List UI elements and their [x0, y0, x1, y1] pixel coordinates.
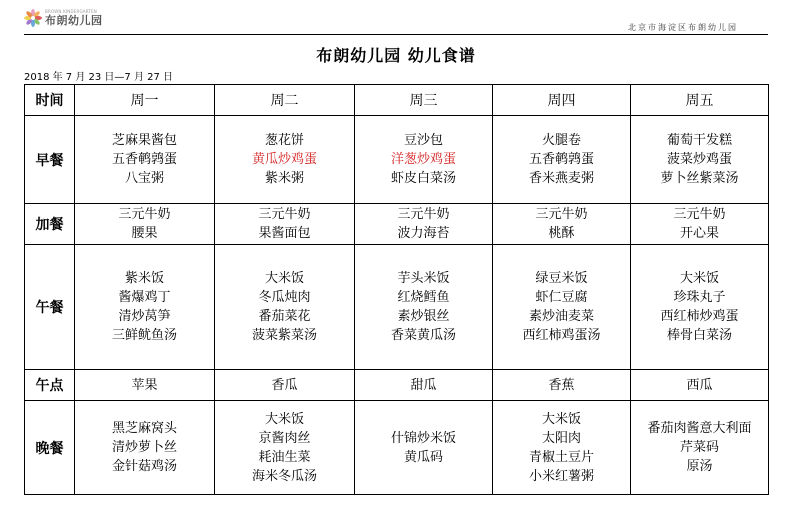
dish-item: 三元牛奶	[397, 207, 450, 222]
dish-item: 黄瓜炒鸡蛋	[251, 152, 317, 167]
meal-label: 加餐	[25, 204, 75, 245]
logo-subtitle: BROWN KINDERGARTEN	[45, 9, 97, 14]
dish-item: 西红柿炒鸡蛋	[660, 309, 739, 324]
dish-item: 西红柿鸡蛋汤	[522, 328, 601, 343]
dish-item: 大米饭	[264, 271, 304, 286]
dish-item: 香菜黄瓜汤	[390, 328, 456, 343]
dish-item: 紫米饭	[124, 271, 164, 286]
dish-item: 甜瓜	[410, 377, 437, 393]
dish-item: 绿豆米饭	[535, 271, 588, 286]
menu-cell	[75, 204, 215, 245]
dish-item: 清炒莴笋	[118, 309, 171, 324]
menu-cell	[631, 204, 769, 245]
dish-item: 香蕉	[548, 377, 575, 393]
menu-cell	[75, 245, 215, 370]
dish-item: 紫米粥	[264, 171, 304, 186]
meal-row	[25, 204, 769, 245]
dish-item: 海米冬瓜汤	[251, 468, 317, 484]
logo-name: 布朗幼儿园	[45, 14, 103, 27]
menu-cell	[215, 204, 355, 245]
dish-item: 八宝粥	[124, 171, 164, 186]
dish-item: 黑芝麻窝头	[111, 421, 177, 436]
menu-cell	[215, 401, 355, 495]
dish-item: 原汤	[686, 459, 713, 474]
dish-item: 大米饭	[679, 271, 719, 286]
dish-item: 大米饭	[541, 411, 581, 427]
menu-cell	[355, 370, 493, 401]
menu-table	[24, 84, 769, 495]
logo	[24, 8, 103, 28]
logo-flower-icon	[24, 9, 42, 27]
dish-item: 什锦炒米饭	[390, 430, 456, 446]
dish-item: 酱爆鸡丁	[118, 290, 171, 305]
menu-cell	[355, 245, 493, 370]
day-header: 周四	[493, 85, 631, 116]
meal-label: 晚餐	[25, 401, 75, 495]
menu-cell	[493, 370, 631, 401]
dish-item: 葡萄干发糕	[666, 133, 732, 148]
menu-cell	[215, 245, 355, 370]
dish-item: 芋头米饭	[397, 271, 450, 286]
menu-cell	[355, 116, 493, 204]
dish-item: 三元牛奶	[118, 207, 171, 222]
dish-item: 素炒油麦菜	[528, 309, 594, 324]
day-header: 周五	[631, 85, 769, 116]
meal-row	[25, 245, 769, 370]
dish-item: 冬瓜炖肉	[258, 290, 311, 305]
dish-item: 棒骨白菜汤	[666, 328, 732, 343]
dish-item: 菠菜炒鸡蛋	[666, 152, 732, 167]
dish-item: 大米饭	[264, 411, 304, 427]
dish-item: 素炒银丝	[397, 309, 450, 324]
dish-item: 开心果	[679, 226, 719, 241]
dish-item: 三元牛奶	[258, 207, 311, 222]
dish-item: 波力海苔	[397, 226, 450, 241]
dish-item: 虾皮白菜汤	[390, 171, 456, 186]
menu-cell	[355, 204, 493, 245]
dish-item: 京酱肉丝	[258, 430, 311, 446]
meal-label: 午餐	[25, 245, 75, 370]
dish-item: 番茄菜花	[258, 309, 311, 324]
dish-item: 西瓜	[686, 377, 713, 393]
dish-item: 洋葱炒鸡蛋	[390, 152, 456, 167]
dish-item: 太阳肉	[541, 430, 581, 446]
date-range: 2018 年 7 月 23 日—7 月 27 日	[24, 72, 174, 83]
dish-item: 虾仁豆腐	[535, 290, 588, 305]
dish-item: 香米燕麦粥	[528, 171, 594, 186]
dish-item: 三元牛奶	[535, 207, 588, 222]
meal-label: 午点	[25, 370, 75, 401]
menu-cell	[75, 370, 215, 401]
dish-item: 菠菜紫菜汤	[251, 328, 317, 343]
dish-item: 耗油生菜	[258, 449, 311, 465]
page-title: 布朗幼儿园 幼儿食谱	[316, 46, 476, 65]
menu-cell	[355, 401, 493, 495]
menu-cell	[215, 370, 355, 401]
table-header-row	[25, 85, 769, 116]
menu-cell	[493, 401, 631, 495]
dish-item: 萝卜丝紫菜汤	[660, 171, 739, 186]
dish-item: 香瓜	[271, 377, 298, 393]
dish-item: 金针菇鸡汤	[111, 459, 177, 474]
day-header: 周二	[215, 85, 355, 116]
dish-item: 红烧鳕鱼	[397, 290, 450, 305]
meal-row	[25, 370, 769, 401]
menu-cell	[631, 370, 769, 401]
menu-cell	[493, 116, 631, 204]
dish-item: 三元牛奶	[673, 207, 726, 222]
dish-item: 小米红薯粥	[528, 468, 594, 484]
menu-cell	[631, 116, 769, 204]
dish-item: 豆沙包	[403, 133, 443, 148]
dish-item: 火腿卷	[541, 133, 581, 148]
dish-item: 葱花饼	[264, 133, 304, 148]
meal-row	[25, 401, 769, 495]
dish-item: 番茄肉酱意大利面	[647, 421, 752, 436]
dish-item: 清炒萝卜丝	[111, 440, 177, 455]
meal-row	[25, 116, 769, 204]
menu-cell	[215, 116, 355, 204]
header-school-address: 北京市海淀区布朗幼儿园	[628, 23, 738, 32]
dish-item: 青椒土豆片	[528, 449, 594, 465]
menu-cell	[75, 116, 215, 204]
dish-item: 果酱面包	[258, 226, 311, 241]
menu-cell	[493, 245, 631, 370]
dish-item: 五香鹌鹑蛋	[111, 152, 177, 167]
meal-label: 早餐	[25, 116, 75, 204]
dish-item: 芹菜码	[679, 440, 719, 455]
menu-cell	[631, 245, 769, 370]
menu-cell	[493, 204, 631, 245]
dish-item: 苹果	[131, 377, 158, 393]
menu-cell	[75, 401, 215, 495]
corner-cell: 时间	[25, 85, 75, 116]
dish-item: 芝麻果酱包	[111, 133, 177, 148]
menu-cell	[631, 401, 769, 495]
header-divider	[24, 34, 768, 35]
dish-item: 黄瓜码	[403, 449, 443, 465]
dish-item: 桃酥	[548, 226, 575, 241]
day-header: 周三	[355, 85, 493, 116]
dish-item: 五香鹌鹑蛋	[528, 152, 594, 167]
day-header: 周一	[75, 85, 215, 116]
dish-item: 腰果	[131, 226, 158, 241]
dish-item: 三鲜鱿鱼汤	[111, 328, 177, 343]
dish-item: 珍珠丸子	[673, 290, 726, 305]
